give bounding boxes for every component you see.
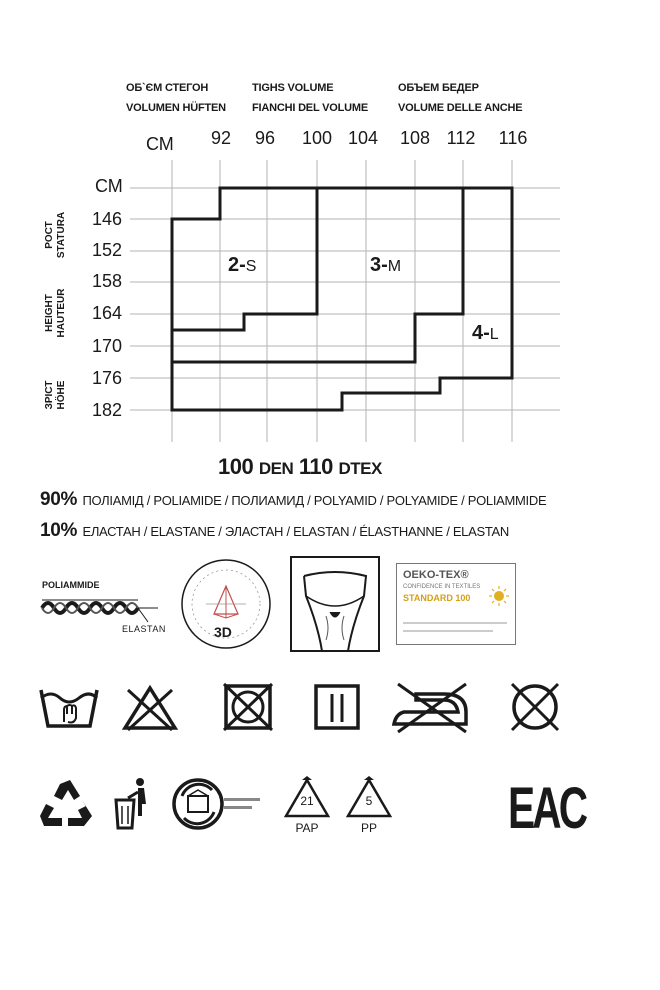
size-chart: [0, 0, 660, 460]
x-tick-label: 116: [498, 128, 528, 148]
x-tick-label: 104: [347, 128, 379, 148]
composition-text: ЕЛАСТАН / ELASTANE / ЭЛАСТАН / ELASTAN / ÉLASTHANNE / ELASTAN: [82, 524, 509, 539]
den-value: 100: [218, 454, 254, 479]
tights-illustration: [290, 556, 380, 652]
header-col1-line1: ОБ`ЄМ СТЕГОН: [126, 82, 209, 94]
wash-tub-icon: [38, 684, 100, 732]
y-label-line: ЗРІСТ: [44, 380, 55, 410]
oeko-fineprint: [403, 630, 493, 632]
header-col3-line1: ОБЪЕМ БЕДЕР: [398, 82, 479, 94]
header-col1-line2: VOLUMEN HÜFTEN: [126, 102, 226, 114]
y-label-line: HÖHE: [56, 380, 67, 410]
size-region-4l: [172, 188, 512, 410]
line-dry-icon: [312, 682, 362, 732]
iron-icon: [386, 682, 476, 732]
recycle-code-number: 21: [300, 794, 314, 808]
x-tick-label: 96: [254, 128, 276, 148]
oeko-standard: STANDARD 100: [403, 593, 471, 603]
size-number: 3: [370, 254, 382, 276]
x-tick-label: 100: [301, 128, 333, 148]
drip-dry-icon: [312, 682, 362, 732]
y-tick-label: 170: [91, 336, 122, 356]
recycle-code-number: 5: [365, 794, 373, 808]
fiber-top-label: POLIAMMIDE: [42, 580, 100, 590]
y-unit-label: СМ: [95, 176, 123, 196]
wash-30-icon: [38, 684, 100, 732]
no-tumble-dry-icon: [222, 682, 274, 732]
tumble-dry-icon: [222, 682, 274, 732]
oeko-title: OEKO-TEX®: [403, 569, 469, 581]
oeko-sun-icon: [489, 586, 509, 606]
header-col3-line2: VOLUME DELLE ANCHE: [398, 102, 523, 114]
composition-row-polyamide: [40, 489, 546, 511]
composition-text: ПОЛІАМІД / POLIAMIDE / ПОЛИАМИД / POLYAMID / POLYAMIDE / POLIAMMIDE: [82, 493, 547, 508]
header-col2-line1: TIGHS VOLUME: [252, 82, 334, 94]
size-number: 2: [228, 254, 240, 276]
eac-mark: EAC: [508, 776, 586, 841]
y-label-line: HAUTEUR: [56, 288, 67, 338]
no-iron-icon: [386, 682, 476, 732]
y-tick-label: 146: [91, 209, 122, 229]
recycle-code-pp: [344, 776, 394, 838]
density-line: [218, 454, 382, 480]
recycle-code-label: PP: [360, 821, 377, 835]
fiber-blend-badge: [38, 582, 164, 638]
y-label-line: РОСТ: [44, 221, 55, 249]
recycle-code-pap: [282, 776, 332, 838]
y-tick-label: 182: [91, 400, 122, 420]
recycle-icon: [38, 776, 98, 832]
no-dry-clean-icon: [508, 680, 562, 734]
x-tick-label: 112: [446, 128, 476, 148]
size-label-4l: 4-L: [472, 322, 499, 344]
size-letter: L: [489, 326, 499, 343]
den-unit: DEN: [258, 459, 294, 478]
corrugated-cardboard-icon: [172, 776, 268, 832]
x-tick-label: 92: [210, 128, 232, 148]
no-bleach-icon: [122, 684, 178, 732]
size-number: 4: [472, 322, 484, 344]
fiber-bottom-label: ELASTAN: [122, 624, 166, 634]
dtex-unit: DTEX: [338, 459, 382, 478]
oeko-fineprint: [403, 622, 507, 624]
dry-clean-icon: [508, 680, 562, 734]
y-tick-label: 152: [91, 240, 122, 260]
oeko-subtitle: CONFIDENCE IN TEXTILES: [403, 584, 481, 590]
oeko-tex-badge: [396, 563, 516, 645]
size-label-3m: 3-M: [370, 254, 402, 276]
cardboard-recycle-icon: [172, 776, 268, 832]
size-chart-grid: [130, 160, 560, 442]
3d-label: 3D: [214, 624, 232, 640]
twisted-fiber-icon: [38, 592, 164, 626]
x-unit-label: СМ: [146, 134, 174, 154]
dtex-value: 110: [298, 454, 333, 479]
bleach-triangle-icon: [122, 684, 178, 732]
dispose-in-bin-icon: [112, 776, 152, 832]
size-label-2s: 2-S: [228, 254, 257, 276]
y-tick-label: 164: [91, 303, 122, 323]
x-tick-label: 108: [399, 128, 431, 148]
size-letter: S: [245, 258, 257, 275]
y-label-line: HEIGHT: [44, 294, 55, 332]
y-label-line: STATURA: [56, 211, 67, 259]
3d-technology-badge: [178, 556, 274, 652]
recycle-code-label: PAP: [295, 821, 319, 835]
y-tick-label: 158: [91, 271, 122, 291]
composition-row-elastane: [40, 520, 509, 542]
header-col2-line2: FIANCHI DEL VOLUME: [252, 102, 368, 114]
composition-percent: 10%: [40, 520, 78, 541]
trash-bin-icon: [112, 776, 152, 832]
recycle-arrows-icon: [38, 776, 98, 832]
tights-icon: [290, 556, 380, 652]
composition-percent: 90%: [40, 489, 78, 510]
size-letter: M: [387, 258, 402, 275]
y-tick-label: 176: [91, 368, 122, 388]
